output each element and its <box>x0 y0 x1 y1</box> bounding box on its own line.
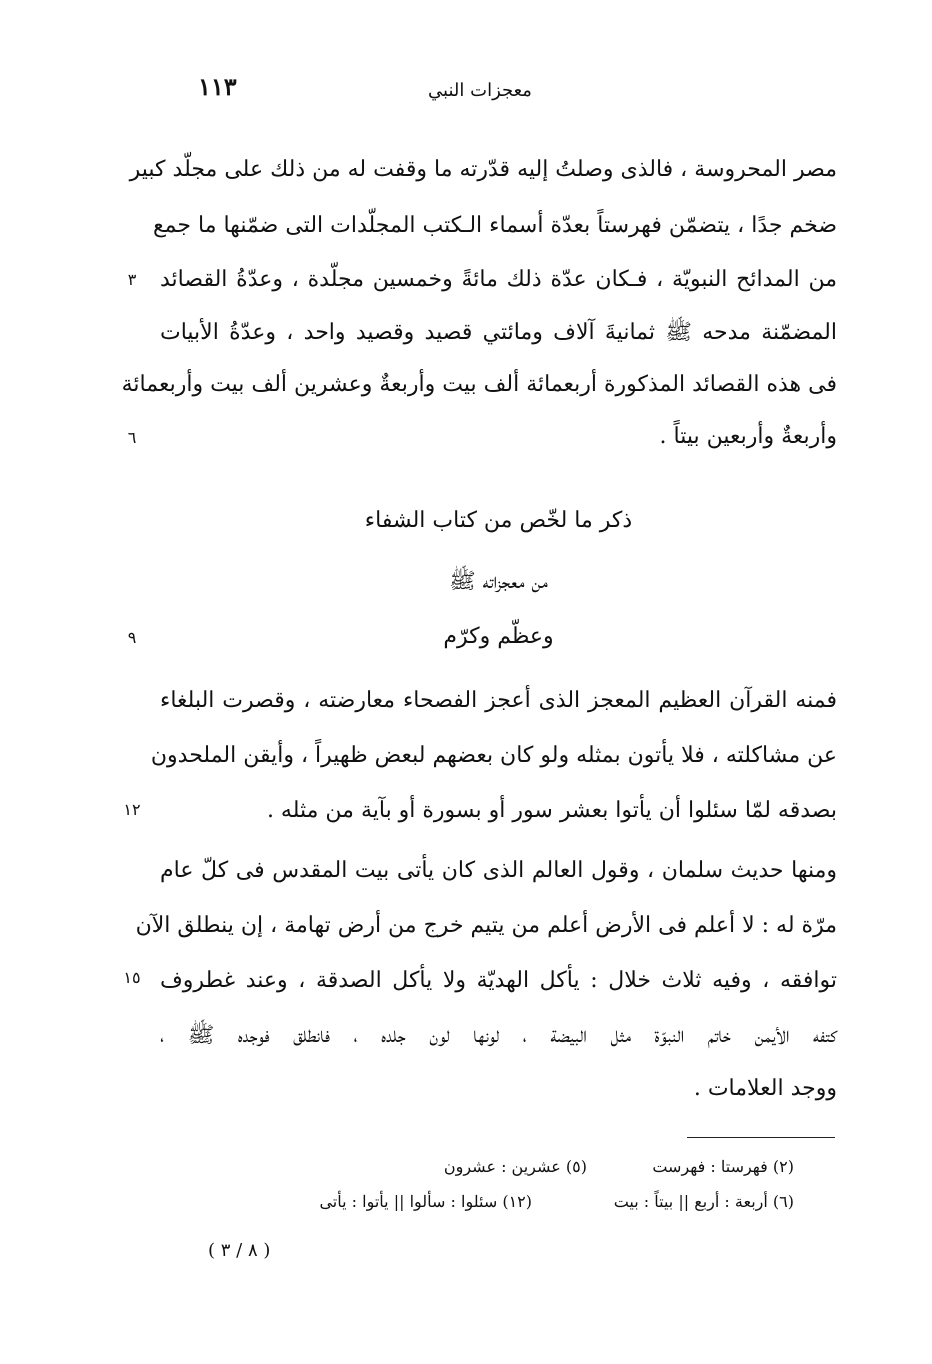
text-line: المضمّنة مدحه ﷺ ثمانيةَ آلاف ومائتي قصيد وقصيد واحد ، وعدّةُ الأبيات <box>160 320 837 345</box>
text-line: عن مشاكلته ، فلا يأتون بمثله ولو كان بعضهم لبعض ظهيراً ، وأيقن الملحدون <box>150 743 837 768</box>
text-line: ومنها حديث سلمان ، وقول العالم الذى كان يأتى بيت المقدس فى كلّ عام <box>160 858 837 883</box>
text-line: مصر المحروسة ، فالذى وصلتُ إليه قدّرته ما وقفت له من ذلك على مجلّد كبير <box>129 157 837 182</box>
line-number: ٩ <box>127 628 137 647</box>
text-line: مرّة له : لا أعلم فى الأرض أعلم من يتيم خرج من أرض تهامة ، إن ينطلق الآن <box>135 913 837 938</box>
section-heading-line: من معجزاته ﷺ <box>449 569 548 594</box>
text-line: وأربعةٌ وأربعين بيتاً . <box>659 424 837 449</box>
line-number: ٣ <box>127 270 137 289</box>
text-line: ووجد العلامات . <box>693 1076 837 1101</box>
text-line: بصدقه لمّا سئلوا أن يأتوا بعشر سور أو بسورة أو بآية من مثله . <box>266 798 837 823</box>
line-number: ٦ <box>127 428 137 447</box>
footnote: (٦) أربعة : أربع || بيتاً : بيت <box>613 1192 794 1211</box>
line-number: ١٥ <box>123 968 141 987</box>
footnote: (٢) فهرستا : فهرست <box>652 1157 794 1176</box>
page-number: ١١٣ <box>198 72 237 101</box>
text-line: ضخم جدًا ، يتضمّن فهرستاً بعدّة أسماء الـكتب المجلّدات التى ضمّنها ما جمع <box>152 213 837 238</box>
text-line: من المدائح النبويّة ، فـكان عدّة ذلك مائةً وخمسين مجلّدة ، وعدّةُ القصائد <box>160 267 837 292</box>
signature-mark: ( ٨ / ٣ ) <box>208 1240 271 1261</box>
footnote: (٥) عشرين : عشرون <box>443 1157 587 1176</box>
footnote-rule <box>687 1137 835 1138</box>
text-line: فى هذه القصائد المذكورة أربعمائة ألف بيت وأربعةٌ وعشرين ألف بيت وأربعمائة <box>121 372 837 397</box>
section-heading-line: ذكر ما لخّص من كتاب الشفاء <box>364 508 633 533</box>
section-heading-line: وعظّم وكرّم <box>443 624 554 649</box>
text-line: فمنه القرآن العظيم المعجز الذى أعجز الفصحاء معارضته ، وقصرت البلغاء <box>160 688 837 713</box>
text-line: كتفه الأيمن خاتم النبوّة مثل البيضة ، لونها لون جلده ، فانطلق فوجده ﷺ ، <box>160 1023 837 1048</box>
running-title: معجزات النبي <box>428 80 532 101</box>
footnote: (١٢) سئلوا : سألوا || يأتوا : يأتى <box>319 1192 532 1211</box>
text-line: توافقه ، وفيه ثلاث خلال : يأكل الهديّة ولا يأكل الصدقة ، وعند غطروف <box>160 968 837 993</box>
line-number: ١٢ <box>123 800 141 819</box>
